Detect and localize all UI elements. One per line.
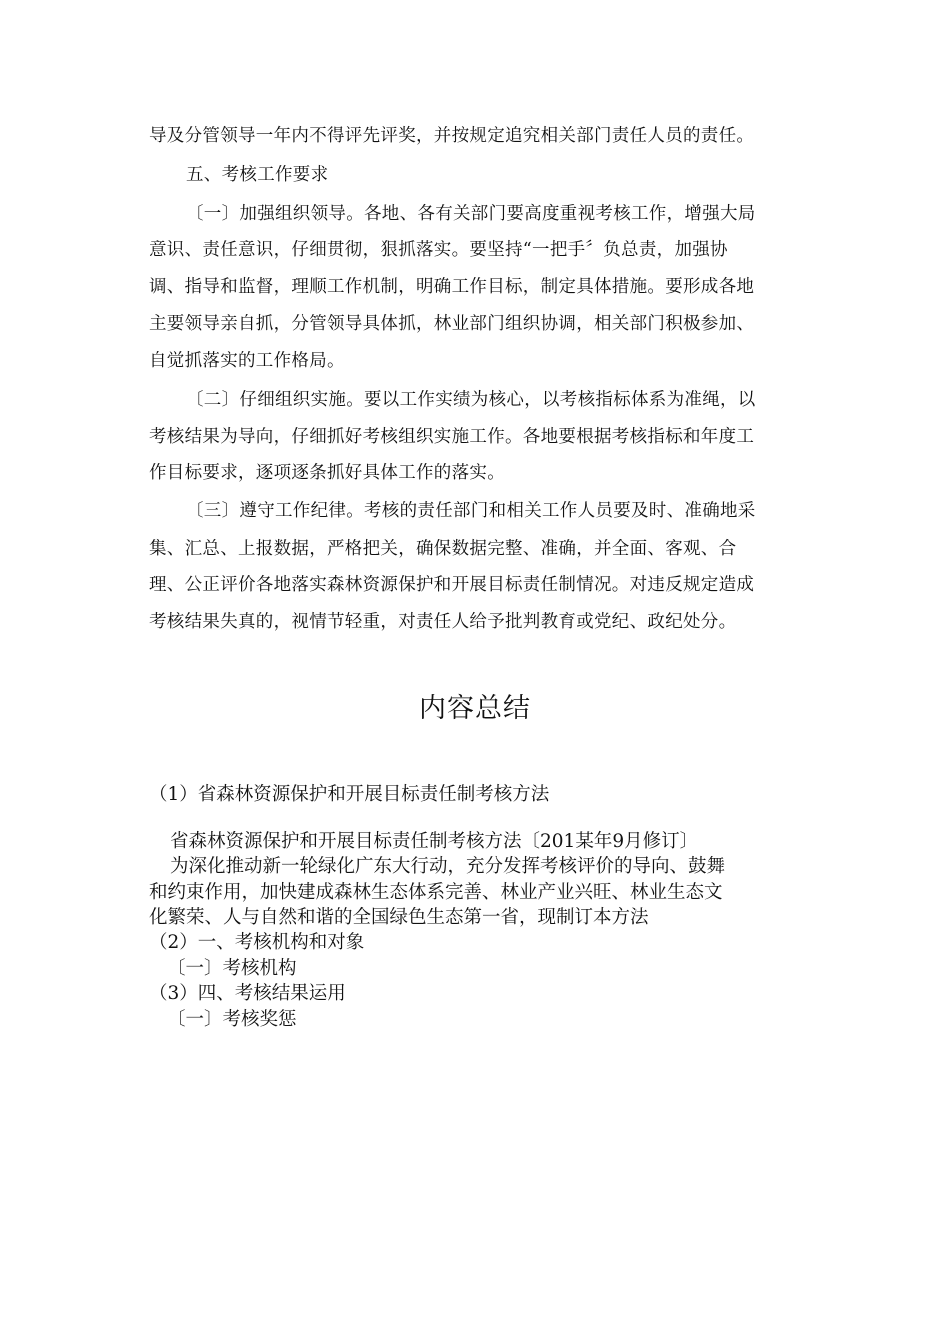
- body-line-6: 主要领导亲自抓，分管领导具体抓，林业部门组织协调，相关部门积极参加、: [149, 314, 755, 334]
- summary-item-3: （3）四、考核结果运用: [149, 983, 346, 1004]
- summary-intro-line-2: 为深化推动新一轮绿化广东大行动，充分发挥考核评价的导向、鼓舞: [170, 856, 726, 877]
- body-line-12: 集、汇总、上报数据，严格把关，确保数据完整、准确，并全面、客观、合: [149, 539, 737, 559]
- summary-item-1: （1）省森林资源保护和开展目标责任制考核方法: [149, 784, 550, 805]
- body-line-4: 意识、责任意识，仔细贯彻，狠抓落实。要坚持“一把手〞负总责，加强协: [149, 240, 728, 260]
- body-line-5: 调、指导和监督，理顺工作机制，明确工作目标，制定具体措施。要形成各地: [149, 277, 755, 297]
- summary-item-3-sub: 〔一〕考核奖惩: [167, 1009, 297, 1030]
- body-line-8: 〔二〕仔细组织实施。要以工作实绩为核心，以考核指标体系为准绳，以: [186, 390, 756, 410]
- section-heading: 五、考核工作要求: [186, 165, 329, 185]
- summary-intro-line-3: 和约束作用，加快建成森林生态体系完善、林业产业兴旺、林业生态文: [149, 882, 723, 903]
- body-line-9: 考核结果为导向，仔细抓好考核组织实施工作。各地要根据考核指标和年度工: [149, 427, 755, 447]
- body-line-10: 作目标要求，逐项逐条抓好具体工作的落实。: [149, 463, 505, 483]
- body-line-7: 自觉抓落实的工作格局。: [149, 351, 345, 371]
- body-line-1: 导及分管领导一年内不得评先评奖，并按规定追究相关部门责任人员的责任。: [149, 126, 755, 146]
- summary-intro-line-1: 省森林资源保护和开展目标责任制考核方法〔201某年9月修订〕: [170, 831, 699, 852]
- summary-title: 内容总结: [419, 693, 531, 724]
- body-line-14: 考核结果失真的，视情节轻重，对责任人给予批判教育或党纪、政纪处分。: [149, 612, 737, 632]
- summary-intro-line-4: 化繁荣、人与自然和谐的全国绿色生态第一省，现制订本方法: [149, 907, 649, 928]
- body-line-11: 〔三〕遵守工作纪律。考核的责任部门和相关工作人员要及时、准确地采: [186, 501, 756, 521]
- summary-item-2: （2）一、考核机构和对象: [149, 932, 365, 953]
- body-line-3: 〔一〕加强组织领导。各地、各有关部门要高度重视考核工作，增强大局: [186, 204, 756, 224]
- body-line-13: 理、公正评价各地落实森林资源保护和开展目标责任制情况。对违反规定造成: [149, 575, 755, 595]
- summary-item-2-sub: 〔一〕考核机构: [167, 958, 297, 979]
